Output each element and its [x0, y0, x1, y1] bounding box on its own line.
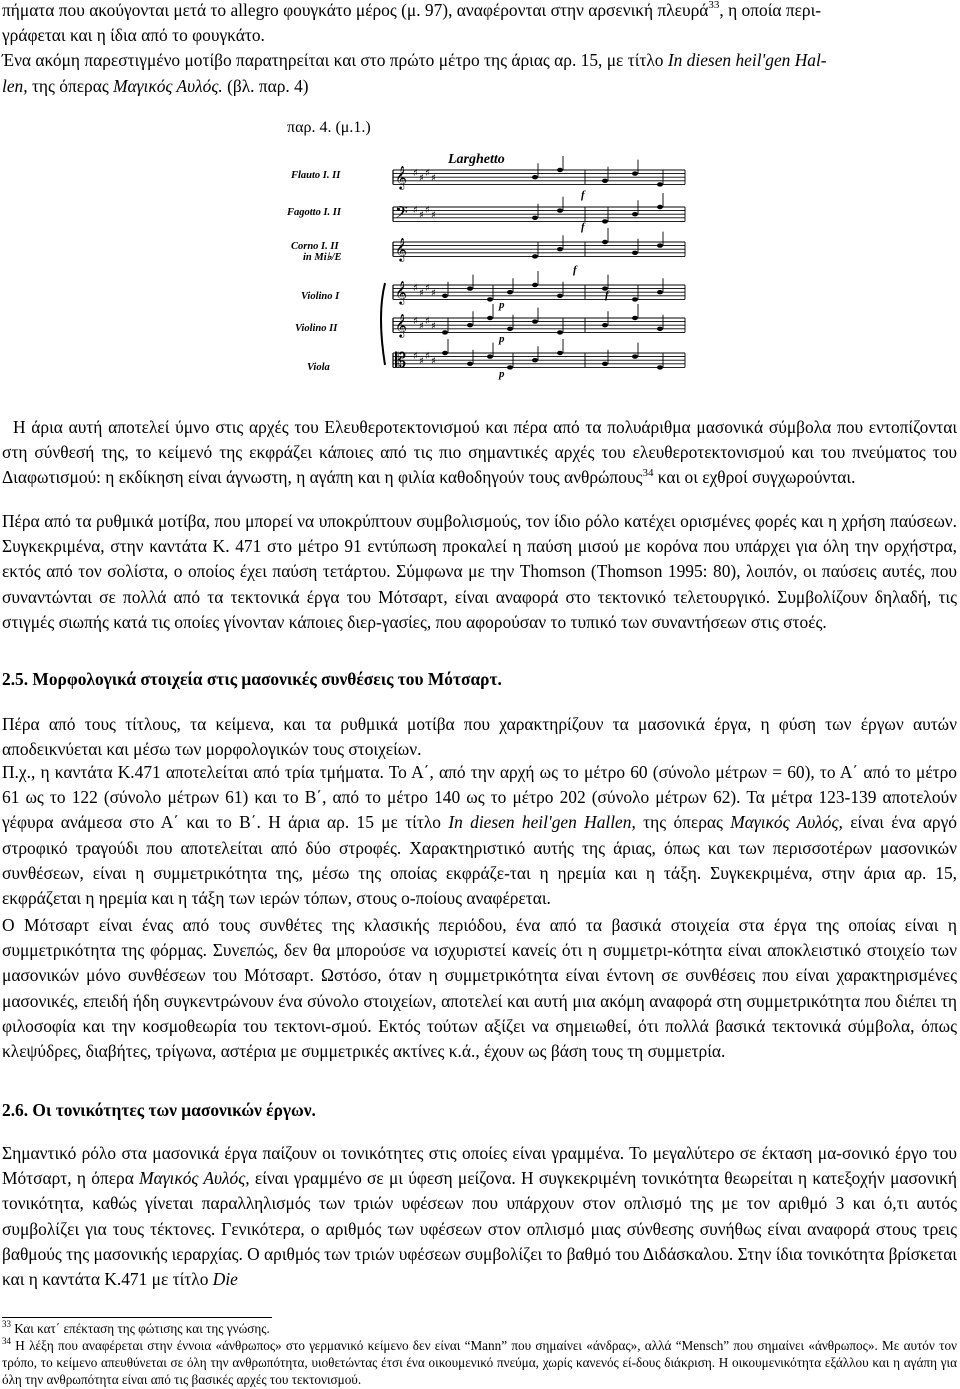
footnote-text: Και κατ΄ επέκταση της φώτισης και της γνώσης.	[11, 1321, 270, 1336]
intro-paragraph	[2, 0, 957, 99]
intro-text: (βλ. παρ. 4)	[222, 75, 309, 96]
sharp-icon: ♯	[413, 168, 418, 179]
note-head	[532, 319, 538, 323]
sharp-icon: ♯	[413, 205, 418, 216]
sharp-icon: ♯	[425, 351, 430, 362]
sharp-icon: ♯	[431, 173, 436, 184]
instrument-label: Viola	[307, 362, 330, 373]
sharp-icon: ♯	[425, 316, 430, 327]
note-head	[532, 216, 538, 220]
intro-text: της όπερας	[27, 75, 114, 96]
note-head	[557, 247, 563, 251]
note-head	[557, 351, 563, 355]
paragraph-text: είναι ένα αργό στροφικό τραγούδι που αποτελείται από δύο στροφές. Χαρακτηριστικό αυτής της άριας, όπως και των περισσοτέρων μασονικών συνθέσεων, είναι η συμμετρικότητα της, μέσω της οποίας εκφράζε-ται η ηρεμία και η τάξη. Συγκεκριμένα, στην άρια αρ. 15, εκφράζεται η ηρεμία και η τάξη των ιερών τόπων, στους ο-ποίους αναφέρεται.	[2, 812, 957, 909]
footnote-divider	[2, 1317, 272, 1318]
section-heading: 2.5. Μορφολογικά στοιχεία στις μασονικές συνθέσεις του Μότσαρτ.	[2, 669, 502, 689]
note-head	[657, 365, 663, 369]
note-head	[657, 290, 663, 294]
instrument-label: Flauto I. II	[291, 170, 341, 181]
clef-icon: 𝄞	[395, 313, 407, 337]
sharp-icon: ♯	[419, 356, 424, 367]
clef-icon: 𝄢	[395, 202, 408, 226]
sharp-icon: ♯	[419, 210, 424, 221]
body-paragraph: Ο Μότσαρτ είναι ένας από τους συνθέτες της κλασικής περιόδου, ένα από τα βασικά στοιχεία στα έργα της οποίας είναι η συμμετρικότητα της φόρμας. Συνεπώς, δεν θα μπορούσε να ισχυριστεί κανείς ότι η συμμετρι-κότητα είναι αποκλειστικό στοιχείο των μασονικών μόνο συνθέσεων του Μότσαρτ. Ωστόσο, όταν η συμμετρικότητα είναι έντονη σε συνθέσεις που είναι χαρακτηρισμένες μασονικές, επειδή ήδη συγκεντρώνουν ένα σύνολο στοιχείων, αποτελεί και αυτή μια ακόμη αναφορά στη συμμετρικότητα που διέπει τη φιλοσοφία και την κοσμοθεωρία του τεκτονι-σμού. Εκτός τούτων αξίζει να σημειωθεί, ότι πολλά βασικά τεκτονικά σύμβολα, όπως κλεψύδρες, διαβήτες, τρίγωνα, αστέρια με συμμετρικές ακτίνες κ.ά., έχουν ως βάση τους τη συμμετρία.	[2, 915, 957, 1062]
intro-text: , η οποία περι-	[719, 0, 822, 20]
note-head	[442, 294, 448, 298]
note-head	[602, 219, 608, 223]
sharp-icon: ♯	[419, 173, 424, 184]
instrument-label: in Mi♭/E	[303, 252, 342, 263]
note-head	[487, 297, 493, 301]
note-head	[632, 297, 638, 301]
note-head	[632, 316, 638, 320]
sharp-icon: ♯	[431, 356, 436, 367]
section-heading: 2.6. Οι τονικότητες των μασονικών έργων.	[2, 1100, 316, 1120]
clef-icon: 𝄡	[395, 348, 407, 372]
instrument-label: Corno I. II	[291, 241, 339, 252]
note-head	[507, 290, 513, 294]
score-notes	[395, 156, 663, 372]
note-head	[557, 330, 563, 334]
clef-icon: 𝄞	[395, 237, 407, 261]
note-head	[602, 323, 608, 327]
aria-title: In diesen heil'gen Hal-	[667, 50, 827, 71]
note-head	[507, 365, 513, 369]
dynamic-mark: f	[605, 289, 609, 301]
sharp-icon: ♯	[413, 316, 418, 327]
intro-text: πήματα που ακούγονται μετά το allegro φουγκάτο μέρος (μ. 97), αναφέρονται στην αρσενική πλευρά	[2, 0, 709, 20]
note-head	[557, 294, 563, 298]
dynamic-mark: p	[499, 333, 505, 345]
instrument-label: Violino I	[301, 291, 340, 302]
clef-icon: 𝄞	[395, 280, 407, 304]
paragraph-text: Π.χ., η καντάτα Κ.471 αποτελείται από τρία τμήματα. Το Α΄, από την αρχή ως το μέτρο 60 (σύνολο μέτρων = 60), το Α΄ από το μέτρο 61 ως το 122 (σύνολο μέτρων 61) και το Β΄, από το μέτρο 140 ως το μέτρο 202 (σύνολο μέτρων 62). Τα μέτρα 123-139 αποτελούν γέφυρα ανάμεσα στο Α΄ και το Β΄. Η άρια αρ. 15 με τίτλο	[2, 762, 957, 833]
opera-title: Μαγικός Αυλός.	[113, 75, 223, 96]
footnote-number: 34	[2, 1335, 11, 1346]
paragraph-text: και οι εχθροί συγχωρούνται.	[653, 467, 856, 488]
aria-title: In diesen heil'gen Hallen,	[448, 812, 636, 833]
dynamic-mark: p	[499, 368, 505, 380]
dynamic-mark: f	[581, 221, 585, 233]
note-head	[657, 327, 663, 331]
note-head	[467, 323, 473, 327]
cantata-title: Die	[212, 1269, 238, 1290]
body-paragraph	[2, 1141, 957, 1292]
footnote-ref-33[interactable]: 33	[708, 0, 720, 12]
note-head	[467, 362, 473, 366]
sharp-icon: ♯	[419, 288, 424, 299]
footnote-34	[2, 1337, 957, 1388]
dynamic-mark: f	[581, 189, 585, 201]
body-paragraph	[2, 760, 957, 911]
note-head	[442, 351, 448, 355]
sharp-icon: ♯	[425, 168, 430, 179]
note-head	[532, 254, 538, 258]
note-head	[507, 327, 513, 331]
footnote-33	[2, 1320, 957, 1337]
note-head	[532, 358, 538, 362]
footnote-ref-34[interactable]: 34	[642, 466, 654, 479]
note-head	[602, 362, 608, 366]
sharp-icon: ♯	[431, 288, 436, 299]
sharp-icon: ♯	[413, 351, 418, 362]
note-head	[487, 316, 493, 320]
instrument-label: Violino II	[295, 323, 338, 334]
staff-lines	[381, 170, 685, 367]
note-head	[467, 286, 473, 290]
note-head	[632, 251, 638, 255]
note-head	[657, 243, 663, 247]
sharp-icon: ♯	[431, 210, 436, 221]
note-head	[657, 182, 663, 186]
sharp-icon: ♯	[419, 321, 424, 332]
figure-caption: παρ. 4. (μ.1.)	[287, 119, 371, 136]
opera-title: Μαγικός Αυλός,	[730, 812, 843, 833]
instrument-label: Fagotto I. II	[287, 207, 341, 218]
opera-title: Μαγικός Αυλός,	[139, 1168, 250, 1189]
footnote-number: 33	[2, 1318, 11, 1329]
paragraph-text: είναι γραμμένο σε μι ύφεση μείζονα. Η συγκεκριμένη τονικότητα θεωρείται η κατεξοχήν μασονική τονικότητα, καθώς γίνεται παραλληλισμός των τριών υφέσεων που υπάρχουν στον οπλισμό της με τον αριθμό 3 και ό,τι αυτός συμβολίζει για τους τέκτονες. Γενικότερα, ο αριθμός των υφέσεων στον οπλισμό μιας σύνθεσης συνήθως είναι αναφορά στους τρεις βαθμούς της μασονικής ιεραρχίας. Ο αριθμός των τριών υφέσεων συμβολίζει το βαθμό του Διδάσκαλου. Στην ίδια τονικότητα βρίσκεται και η καντάτα Κ.471 με τίτλο	[2, 1168, 958, 1290]
sharp-icon: ♯	[425, 205, 430, 216]
note-head	[442, 330, 448, 334]
paragraph-text: της όπερας	[635, 812, 731, 833]
body-paragraph: Πέρα από τους τίτλους, τα κείμενα, και τα ρυθμικά μοτίβα που χαρακτηρίζουν τα μασονικά έργα, η φύση των έργων αυτών αποδεικνύεται και μέσω των μορφολογικών τους στοιχείων.	[2, 714, 957, 760]
note-head	[532, 175, 538, 179]
dynamic-mark: p	[499, 299, 505, 311]
sharp-icon: ♯	[431, 321, 436, 332]
note-head	[557, 168, 563, 172]
paragraph-text: Σημαντικό ρόλο στα μασονικά έργα παίζουν οι τονικότητες στις οποίες είναι γραμμένα. Το μεγαλύτερο σε έκταση μα-σονικό έργο του Μότσαρτ, η όπερα	[2, 1143, 957, 1189]
sharp-icon: ♯	[425, 283, 430, 294]
note-head	[632, 171, 638, 175]
note-head	[657, 205, 663, 209]
note-head	[632, 354, 638, 358]
note-head	[487, 354, 493, 358]
tempo-marking: Larghetto	[448, 152, 505, 167]
note-head	[532, 283, 538, 287]
note-head	[557, 208, 563, 212]
note-head	[632, 212, 638, 216]
body-paragraph	[2, 415, 957, 491]
note-head	[602, 179, 608, 183]
aria-title: len,	[2, 75, 28, 96]
intro-text: γράφεται και η ίδια από το φουγκάτο.	[2, 25, 265, 46]
paragraph-text: Η άρια αυτή αποτελεί ύμνο στις αρχές του Ελευθεροτεκτονισμού και πέρα από τα πολυάριθμα μασονικά σύμβολα που εντοπίζονται στη σύνθεσή της, το κείμενό της εκφράζει κάποιες από τις πιο σημαντικές αρχές του ελευθεροτεκτονισμού και του πνεύματος του Διαφωτισμού: η εκδίκηση είναι άγνωστη, η αγάπη και η φιλία καθοδηγούν τους ανθρώπους	[2, 417, 957, 488]
intro-text: Ένα ακόμη παρεστιγμένο μοτίβο παρατηρείται και στο πρώτο μέτρο της άριας αρ. 15, με τίτλο	[2, 50, 668, 71]
footnote-text: Η λέξη που αναφέρεται στην έννοια «άνθρωπος» στο γερμανικό κείμενο δεν είναι “Mann” που σημαίνει «άνδρας», αλλά “Mensch” που σημαίνει «άνθρωπος». Με αυτόν τον τρόπο, το κείμενο απευθύνεται σε όλη την ανθρωπότητα, υιοθετώντας έτσι ένα οικουμενικό πνεύμα, χωρίς κανενός εί-δους διάκριση. Η οικουμενικότητα εξάλλου και η αγάπη για όλη την ανθρωπότητα είναι από τις βασικές αρχές του τεκτονισμού.	[2, 1338, 957, 1387]
clef-icon: 𝄞	[395, 165, 407, 189]
note-head	[602, 240, 608, 244]
system-brace	[381, 283, 385, 365]
dynamic-mark: f	[573, 264, 577, 276]
music-score-figure	[285, 115, 695, 385]
body-paragraph: Πέρα από τα ρυθμικά μοτίβα, που μπορεί να υποκρύπτουν συμβολισμούς, τον ίδιο ρόλο κατέχει ορισμένες φορές και η χρήση παύσεων. Συγκεκριμένα, στην καντάτα Κ. 471 στο μέτρο 91 εντύπωση προκαλεί η παύση μισού με κορόνα που υπάρχει για όλη την ορχήστρα, εκτός από τον σολίστα, ο οποίος έχει παύση τετάρτου. Σύμφωνα με την Thomson (Thomson 1995: 80), λοιπόν, οι παύσεις αυτές, που συναντώνται σε πολλά από τα τεκτονικά έργα του Μότσαρτ, είναι αναφορά στο τεκτονικό τελετουργικό. Συμβολίζουν δηλαδή, τις στιγμές σιωπής κατά τις οποίες γίνονταν κάποιες διερ-γασίες, που αφορούσαν το τυπικό των συναντήσεων στις στοές.	[2, 511, 957, 632]
sharp-icon: ♯	[413, 283, 418, 294]
